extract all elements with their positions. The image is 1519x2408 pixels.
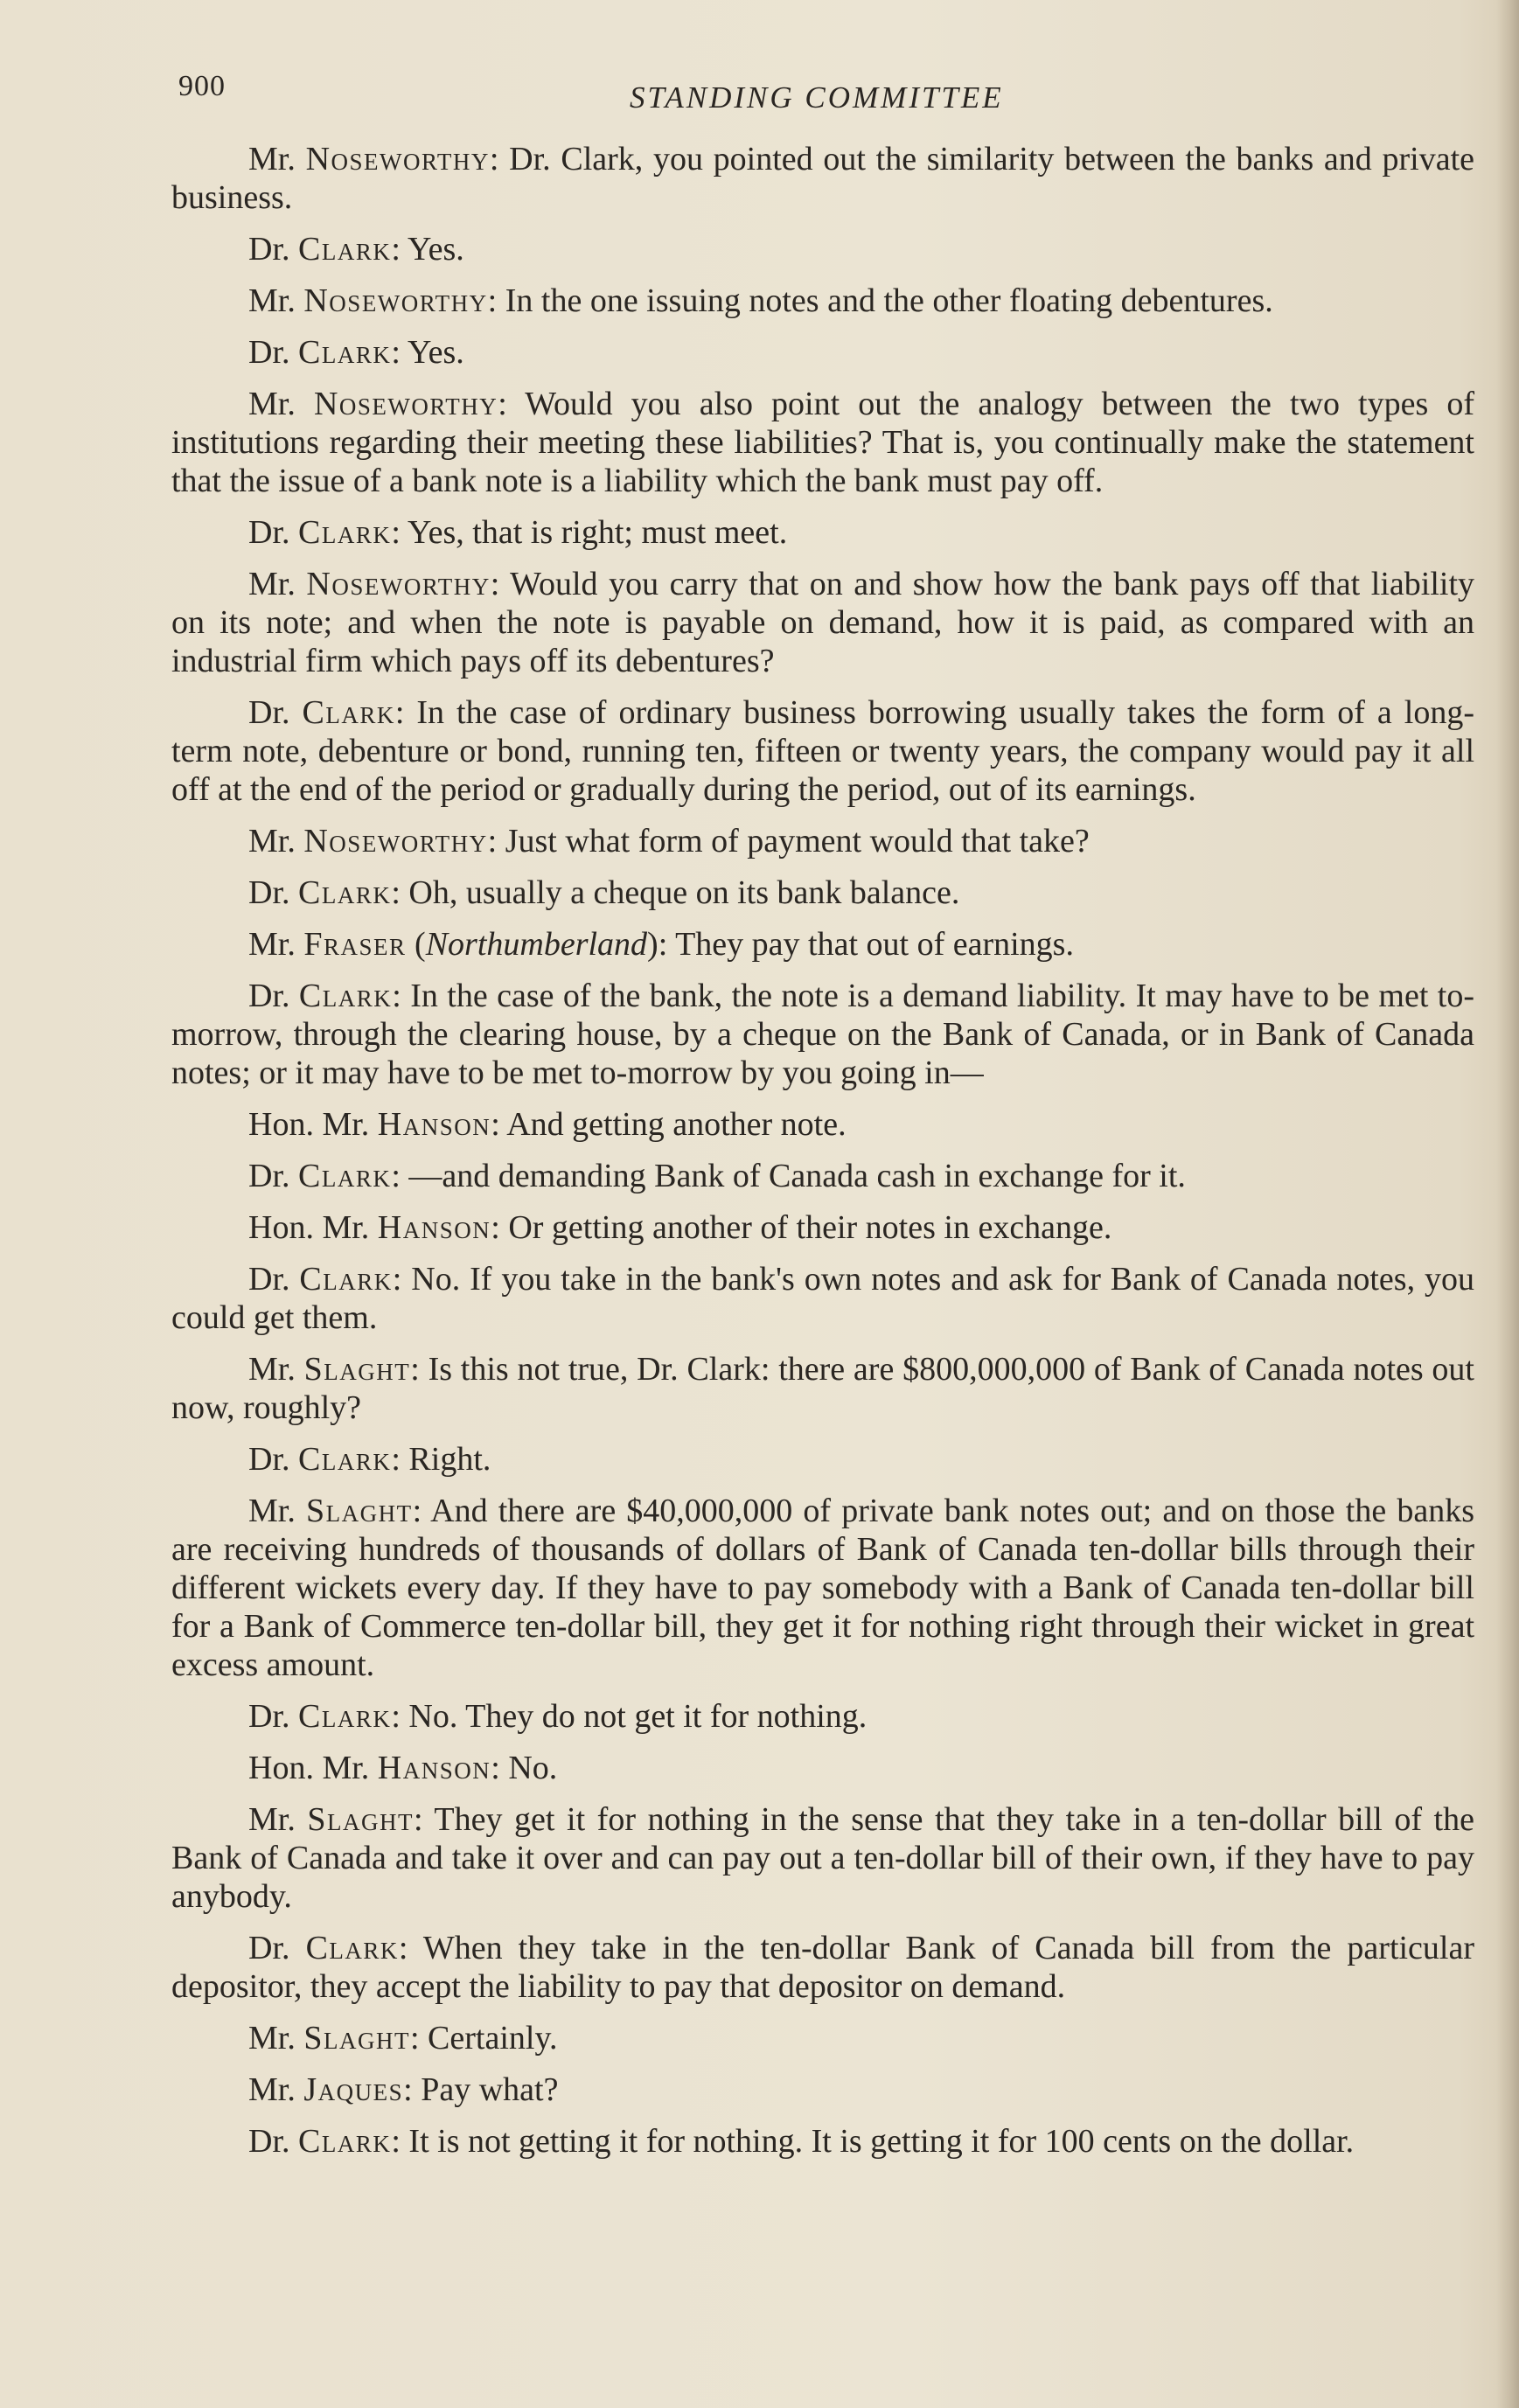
speaker-name: Clark [298, 1158, 392, 1194]
paragraph: Dr. Clark: Yes. [248, 231, 464, 268]
page-number: 900 [178, 70, 226, 102]
paragraph: Dr. Clark: Right. [248, 1441, 491, 1478]
speaker-name: Hanson [377, 1750, 491, 1786]
paragraph: Mr. Slaght: They get it for nothing in the sense that they take in a ten-dollar bill of the Bank of Canada and take it over and can pay out a ten-dollar bill of their own, if they have to pay anybody. [171, 1801, 1474, 1915]
paragraph: Mr. Noseworthy: In the one issuing notes and the other floating debentures. [248, 282, 1273, 319]
paragraph: Hon. Mr. Hanson: Or getting another of their notes in exchange. [248, 1209, 1112, 1246]
paragraph: Dr. Clark: It is not getting it for nothing. It is getting it for 100 cents on the dollar. [248, 2123, 1355, 2160]
paragraph: Mr. Jaques: Pay what? [248, 2071, 559, 2108]
paragraph: Dr. Clark: In the case of ordinary business borrowing usually takes the form of a long-term note, debenture or bond, running ten, fifteen or twenty years, the company would pay it all off at the end of the period or gradually during the period, out of its earnings. [171, 694, 1474, 808]
speaker-name: Clark [305, 1930, 399, 1966]
running-head: STANDING COMMITTEE [630, 80, 1004, 115]
speaker-name: Noseworthy [303, 823, 488, 860]
paragraph: Dr. Clark: When they take in the ten-dollar Bank of Canada bill from the particular depositor, they accept the liability to pay that depositor on demand. [171, 1930, 1475, 2005]
speaker-name: Noseworthy [303, 282, 488, 319]
paragraph: Dr. Clark: Yes. [248, 334, 464, 371]
paragraph: Dr. Clark: In the case of the bank, the note is a demand liability. It may have to be met to-morrow, through the clearing house, by a cheque on the Bank of Canada, or in Bank of Canada notes; or it may have to be met to-morrow by you going in— [171, 978, 1474, 1091]
speaker-name: Clark [298, 2123, 392, 2160]
transcript-body [171, 140, 1474, 2174]
speaker-name: Clark [298, 514, 392, 551]
page-edge-shadow [1496, 0, 1519, 2408]
speaker-name: Clark [298, 231, 392, 268]
speaker-name: Hanson [377, 1209, 491, 1246]
speaker-name: Slaght [303, 1351, 411, 1388]
speaker-name: Clark [299, 1261, 393, 1298]
paragraph: Dr. Clark: No. They do not get it for nothing. [248, 1698, 868, 1735]
paragraph: Mr. Noseworthy: Dr. Clark, you pointed out the similarity between the banks and private business. [171, 141, 1474, 216]
speaker-name: Noseworthy [313, 386, 498, 422]
paragraph: Dr. Clark: Yes, that is right; must meet. [248, 514, 788, 551]
paragraph: Mr. Noseworthy: Would you also point out the analogy between the two types of institutions regarding their meeting these liabilities? That is, you continually make the statement that the issue of a bank note is a liability which the bank must pay off. [171, 386, 1474, 499]
speaker-name: Clark [298, 1441, 392, 1478]
speaker-name: Fraser [303, 926, 407, 963]
paragraph: Dr. Clark: —and demanding Bank of Canada cash in exchange for it. [248, 1158, 1186, 1194]
speaker-name: Noseworthy [305, 141, 490, 177]
speaker-name: Clark [298, 1698, 392, 1735]
paragraph: Mr. Fraser (Northumberland): They pay that out of earnings. [248, 926, 1074, 963]
paragraph: Mr. Slaght: Is this not true, Dr. Clark: there are $800,000,000 of Bank of Canada notes out now, roughly? [171, 1351, 1474, 1426]
paragraph: Mr. Noseworthy: Just what form of payment would that take? [248, 823, 1090, 860]
speaker-name: Jaques [303, 2071, 404, 2108]
speaker-name: Clark [298, 978, 393, 1014]
speaker-name: Hanson [377, 1106, 491, 1143]
paragraph: Mr. Slaght: Certainly. [248, 2020, 558, 2057]
paragraph: Dr. Clark: Oh, usually a cheque on its bank balance. [248, 874, 960, 911]
speaker-name: Slaght [303, 2020, 410, 2057]
speaker-name: Slaght [305, 1493, 413, 1529]
speaker-name: Slaght [307, 1801, 415, 1838]
paragraph: Mr. Slaght: And there are $40,000,000 of private bank notes out; and on those the banks are receiving hundreds of thousands of dollars of Bank of Canada ten-dollar bills through their different wickets every day. If they have to pay somebody with a Bank of Canada ten-dollar bill for a Bank of Commerce ten-dollar bill, they get it for nothing right through their wicket in great excess amount. [171, 1493, 1474, 1683]
speaker-name: Clark [298, 334, 392, 371]
speaker-name: Clark [298, 874, 392, 911]
paragraph: Hon. Mr. Hanson: No. [248, 1750, 558, 1786]
paragraph: Mr. Noseworthy: Would you carry that on and show how the bank pays off that liability on its note; and when the note is payable on demand, how it is paid, as compared with an industrial firm which pays off its debentures? [171, 566, 1474, 679]
speaker-name: Clark [302, 694, 395, 731]
speaker-name: Noseworthy [306, 566, 491, 602]
speaker-riding: Northumberland [425, 926, 648, 963]
paragraph: Hon. Mr. Hanson: And getting another note. [248, 1106, 847, 1143]
paragraph: Dr. Clark: No. If you take in the bank's own notes and ask for Bank of Canada notes, you could get them. [171, 1261, 1475, 1336]
